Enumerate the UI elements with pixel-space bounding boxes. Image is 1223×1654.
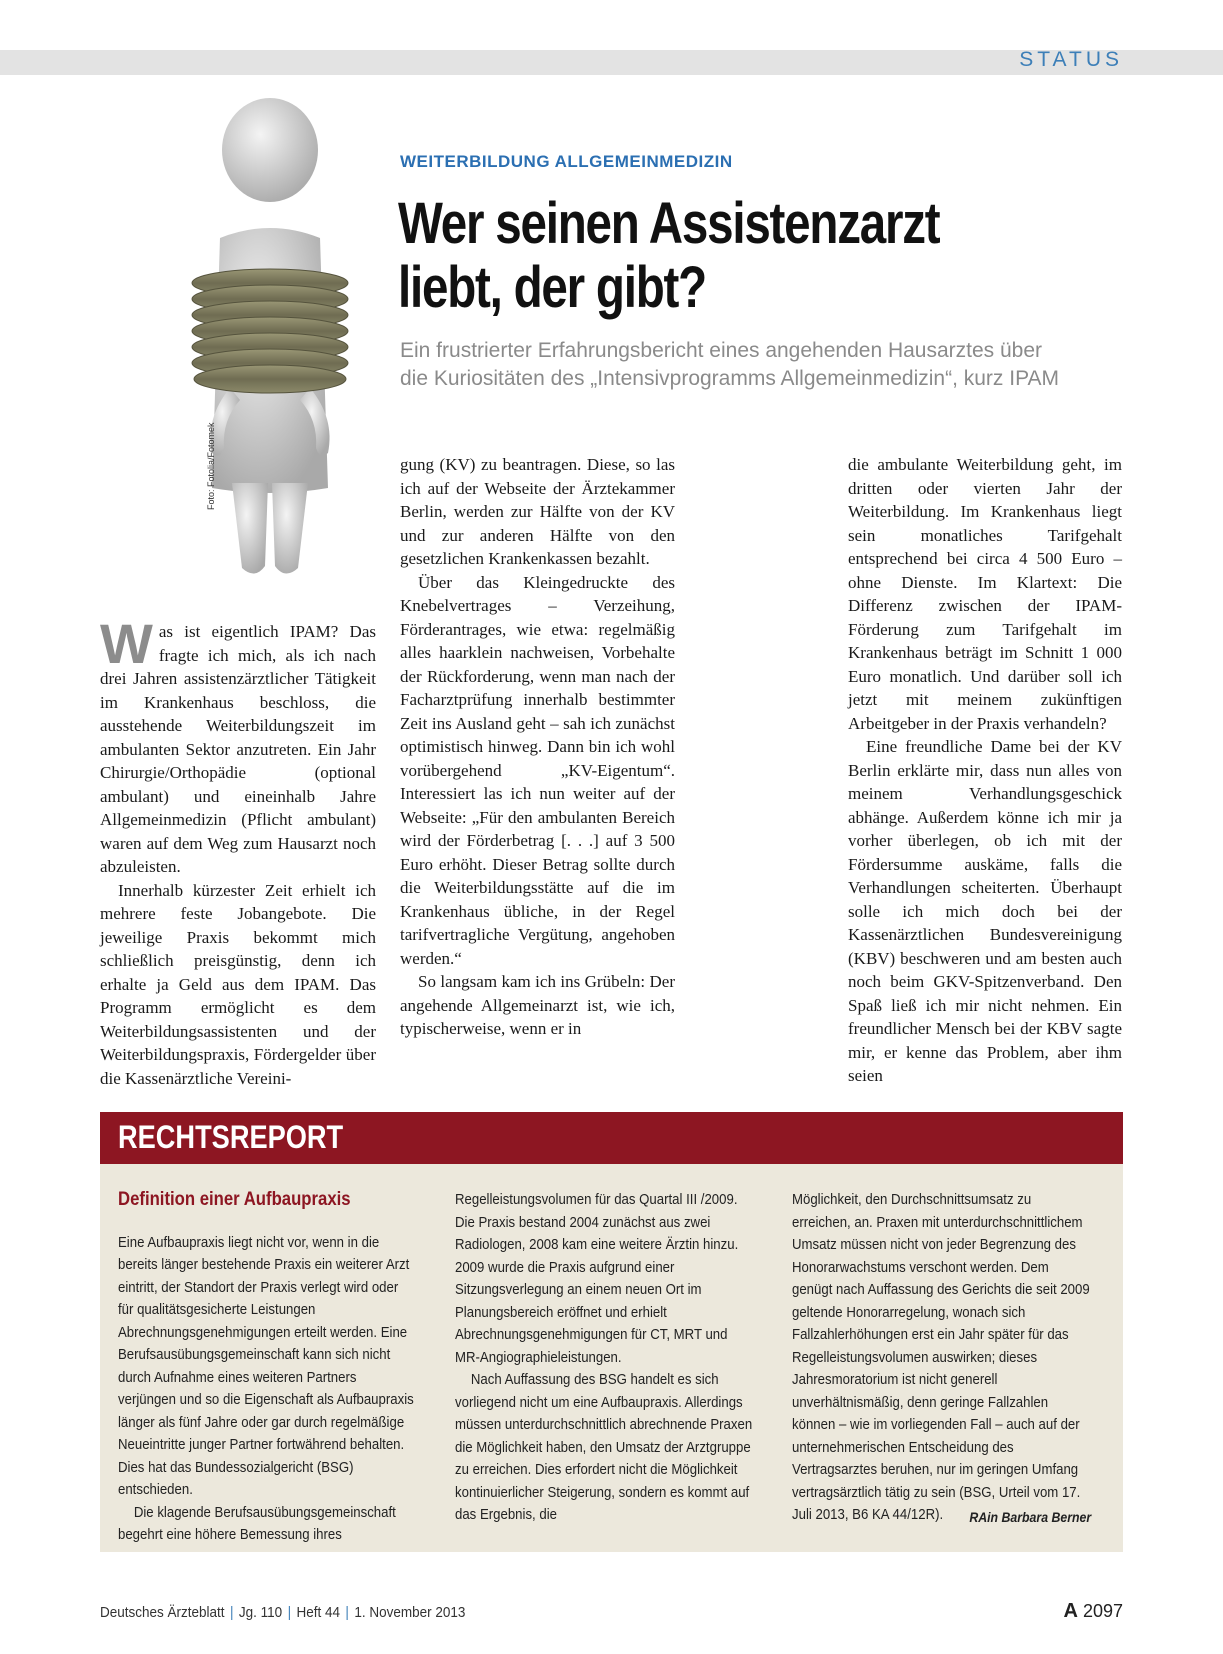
- page-number: [1063, 1600, 1123, 1623]
- paragraph: [792, 1189, 1091, 1527]
- photo-credit: Foto: Fotolia/Fotomek: [206, 422, 216, 510]
- rechtsreport-column-3: [792, 1189, 1091, 1529]
- paragraph: Über das Kleingedruckte des Knebelvertrages – Verzeihung, Förderantrages, wie etwa: regelmäßig alles haarklein nachweisen, Vorbehalte der Rückforderung, wenn man nach der Facharztprüfung innerhalb bestimmter Zeit ins Ausland geht – sah ich zunächst optimistisch hinweg. Dann bin ich wohl vorübergehend „KV-Eigentum“. Interessiert las ich nun weiter auf der Webseite: „Für den ambulanten Bereich wird der Förderbetrag [. . .] auf 3 500 Euro erhöht. Dieser Betrag sollte durch die Weiterbildungsstätte auf die im Krankenhaus übliche, in der Regel tarifvertragliche Vergütung, angehoben werden.“: [400, 572, 675, 968]
- article-subhead: [400, 337, 1140, 393]
- article-column-2: [400, 453, 675, 1041]
- rechtsreport-column-2: [455, 1189, 754, 1527]
- paragraph: Eine Aufbaupraxis liegt nicht vor, wenn in die bereits länger bestehende Praxis ein weiterer Arzt eintritt, der Standort der Praxis verlegt wird oder für qualitätsgesicherte Leistungen Abrechnungsgenehmigungen erteilt werden. Eine Berufsausübungsgemeinschaft kann sich nicht durch Aufnahme eines weiteren Partners verjüngen und so die Eigenschaft als Aufbaupraxis länger als fünf Jahre oder gar durch regelmäßige Neueintritte junger Partner fortwährend behalten. Dies hat das Bundessozialgericht (BSG) entschieden.: [118, 1233, 414, 1498]
- author-byline: RAin Barbara Berner: [969, 1509, 1092, 1525]
- headline-line: Wer seinen Assistenzarzt: [398, 191, 940, 256]
- subhead-line: Ein frustrierter Erfahrungsbericht eines angehenden Hausarztes über: [400, 339, 1043, 362]
- journal-issue: Heft 44: [296, 1604, 341, 1621]
- rechtsreport-title: RECHTSREPORT: [118, 1119, 344, 1155]
- paragraph-text: Möglichkeit, den Durchschnittsumsatz zu erreichen, an. Praxen mit unterdurchschnittlichem Umsatz müssen nicht von jeder Begrenzung des Honorarwachstums verschont werden. Dem genügt nach Auffassung des Gerichts die seit 2009 geltende Honorarregelung, wonach sich Fallzahlerhöhungen erst ein Jahr später für das Regelleistungsvolumen auswirken; dieses Jahresmoratorium ist nicht generell unverhältnismäßig, denn geringe Fallzahlen können – wie im vorliegenden Fall – auch auf der unternehmerischen Entscheidung des Vertragsarztes beruhen, nur im geringen Umfang vertragsärztlich tätig zu sein (BSG, Urteil vom 17. Juli 2013, B6 KA 44/12R).: [792, 1191, 1090, 1523]
- headline-line: liebt, der gibt?: [398, 255, 706, 320]
- rechtsreport-subtitle: Definition einer Aufbaupraxis: [118, 1189, 351, 1210]
- subhead-line: die Kuriositäten des „Intensivprogramms Allgemeinmedizin“, kurz IPAM: [400, 367, 1060, 390]
- journal-date: 1. November 2013: [354, 1604, 466, 1621]
- rope-figure-illustration: [160, 88, 380, 588]
- article-column-1: [100, 612, 376, 1090]
- paragraph-text: as ist eigentlich IPAM? Das fragte ich mich, als ich nach drei Jahren assistenzärztlicher Tätigkeit im Krankenhaus beschloss, die ausstehende Weiterbildungszeit im ambulanten Sektor anzutreten. Ein Jahr Chirurgie/Orthopädie (optional ambulant) und eineinhalb Jahre Allgemeinmedizin (Pflicht ambulant) waren auf dem Weg zum Hausarzt noch abzuleisten.: [100, 622, 376, 876]
- page-number-value: 2097: [1082, 1601, 1123, 1621]
- paragraph: Regelleistungsvolumen für das Quartal III /2009. Die Praxis bestand 2004 zunächst aus zwei Radiologen, 2008 kam eine weitere Ärztin hinzu. 2009 wurde die Praxis aufgrund einer Sitzungsverlegung an einem neuen Ort im Planungsbereich eröffnet und erhielt Abrechnungsgenehmigungen für CT, MRT und MR-Angiographieleistungen.: [455, 1191, 739, 1366]
- paragraph: Die klagende Berufsausübungsgemeinschaft begehrt eine höhere Bemessung ihres: [118, 1503, 396, 1543]
- page-footer: Deutsches Ärzteblatt | Jg. 110 | Heft 44 | 1. November 2013: [100, 1604, 466, 1621]
- paragraph: So langsam kam ich ins Grübeln: Der angehende Allgemeinarzt ist, wie ich, typischerweise, wenn er in: [400, 972, 675, 1038]
- article-headline: [398, 192, 1021, 320]
- article-kicker: WEITERBILDUNG ALLGEMEINMEDIZIN: [400, 152, 733, 171]
- paragraph: [100, 612, 376, 879]
- section-label: STATUS: [1019, 48, 1123, 71]
- journal-volume: Jg. 110: [238, 1604, 283, 1621]
- journal-name: Deutsches Ärzteblatt: [100, 1604, 225, 1621]
- paragraph: die ambulante Weiterbildung geht, im dritten oder vierten Jahr der Weiterbildung. Im Krankenhaus liegt sein monatliches Tarifgehalt entsprechend bei circa 4 500 Euro – ohne Dienste. Im Klartext: Die Differenz zwischen der IPAM-Förderung zum Tarifgehalt im Krankenhaus beträgt im Schnitt 1 000 Euro monatlich. Und darüber soll ich jetzt mit meinem zukünftigen Arbeitgeber in der Praxis verhandeln?: [848, 455, 1122, 733]
- article-column-3: [848, 453, 1122, 1088]
- rechtsreport-column-1: [118, 1189, 417, 1547]
- page-prefix: A: [1063, 1600, 1078, 1622]
- paragraph: Eine freundliche Dame bei der KV Berlin erklärte mir, dass nun alles von meinem Verhandlungsgeschick abhänge. Außerdem könne ich mir ja vorher überlegen, ob ich mit der Fördersumme auskäme, falls die Verhandlungen scheiterten. Überhaupt solle ich mich doch bei der Kassenärztlichen Bundesvereinigung (KBV) beschweren und am besten auch noch beim GKV-Spitzenverband. Den Spaß ließ ich mir nicht nehmen. Ein freundlicher Mensch bei der KBV sagte mir, er kenne das Problem, aber ihm seien: [848, 737, 1122, 1085]
- paragraph: gung (KV) zu beantragen. Diese, so las ich auf der Webseite der Ärztekammer Berlin, werden zur Hälfte von der KV und zur anderen Hälfte von den gesetzlichen Krankenkassen bezahlt.: [400, 455, 675, 568]
- paragraph: Nach Auffassung des BSG handelt es sich vorliegend nicht um eine Aufbaupraxis. Allerdings müssen unterdurchschnittlich abrechnende Praxen die Möglichkeit haben, den Umsatz der Arztgruppe zu erreichen. Dies erfordert nicht die Möglichkeit kontinuierlicher Steigerung, sondern es kommt auf das Ergebnis, die: [455, 1371, 753, 1523]
- paragraph: Innerhalb kürzester Zeit erhielt ich mehrere feste Jobangebote. Die jeweilige Praxis bekommt mich schließlich preisgünstig, denn ich erhalte ja Geld aus dem IPAM. Das Programm ermöglicht es dem Weiterbildungsassistenten und der Weiterbildungspraxis, Fördergelder über die Kassenärztliche Vereini-: [100, 880, 376, 1088]
- drop-cap: W: [100, 612, 153, 675]
